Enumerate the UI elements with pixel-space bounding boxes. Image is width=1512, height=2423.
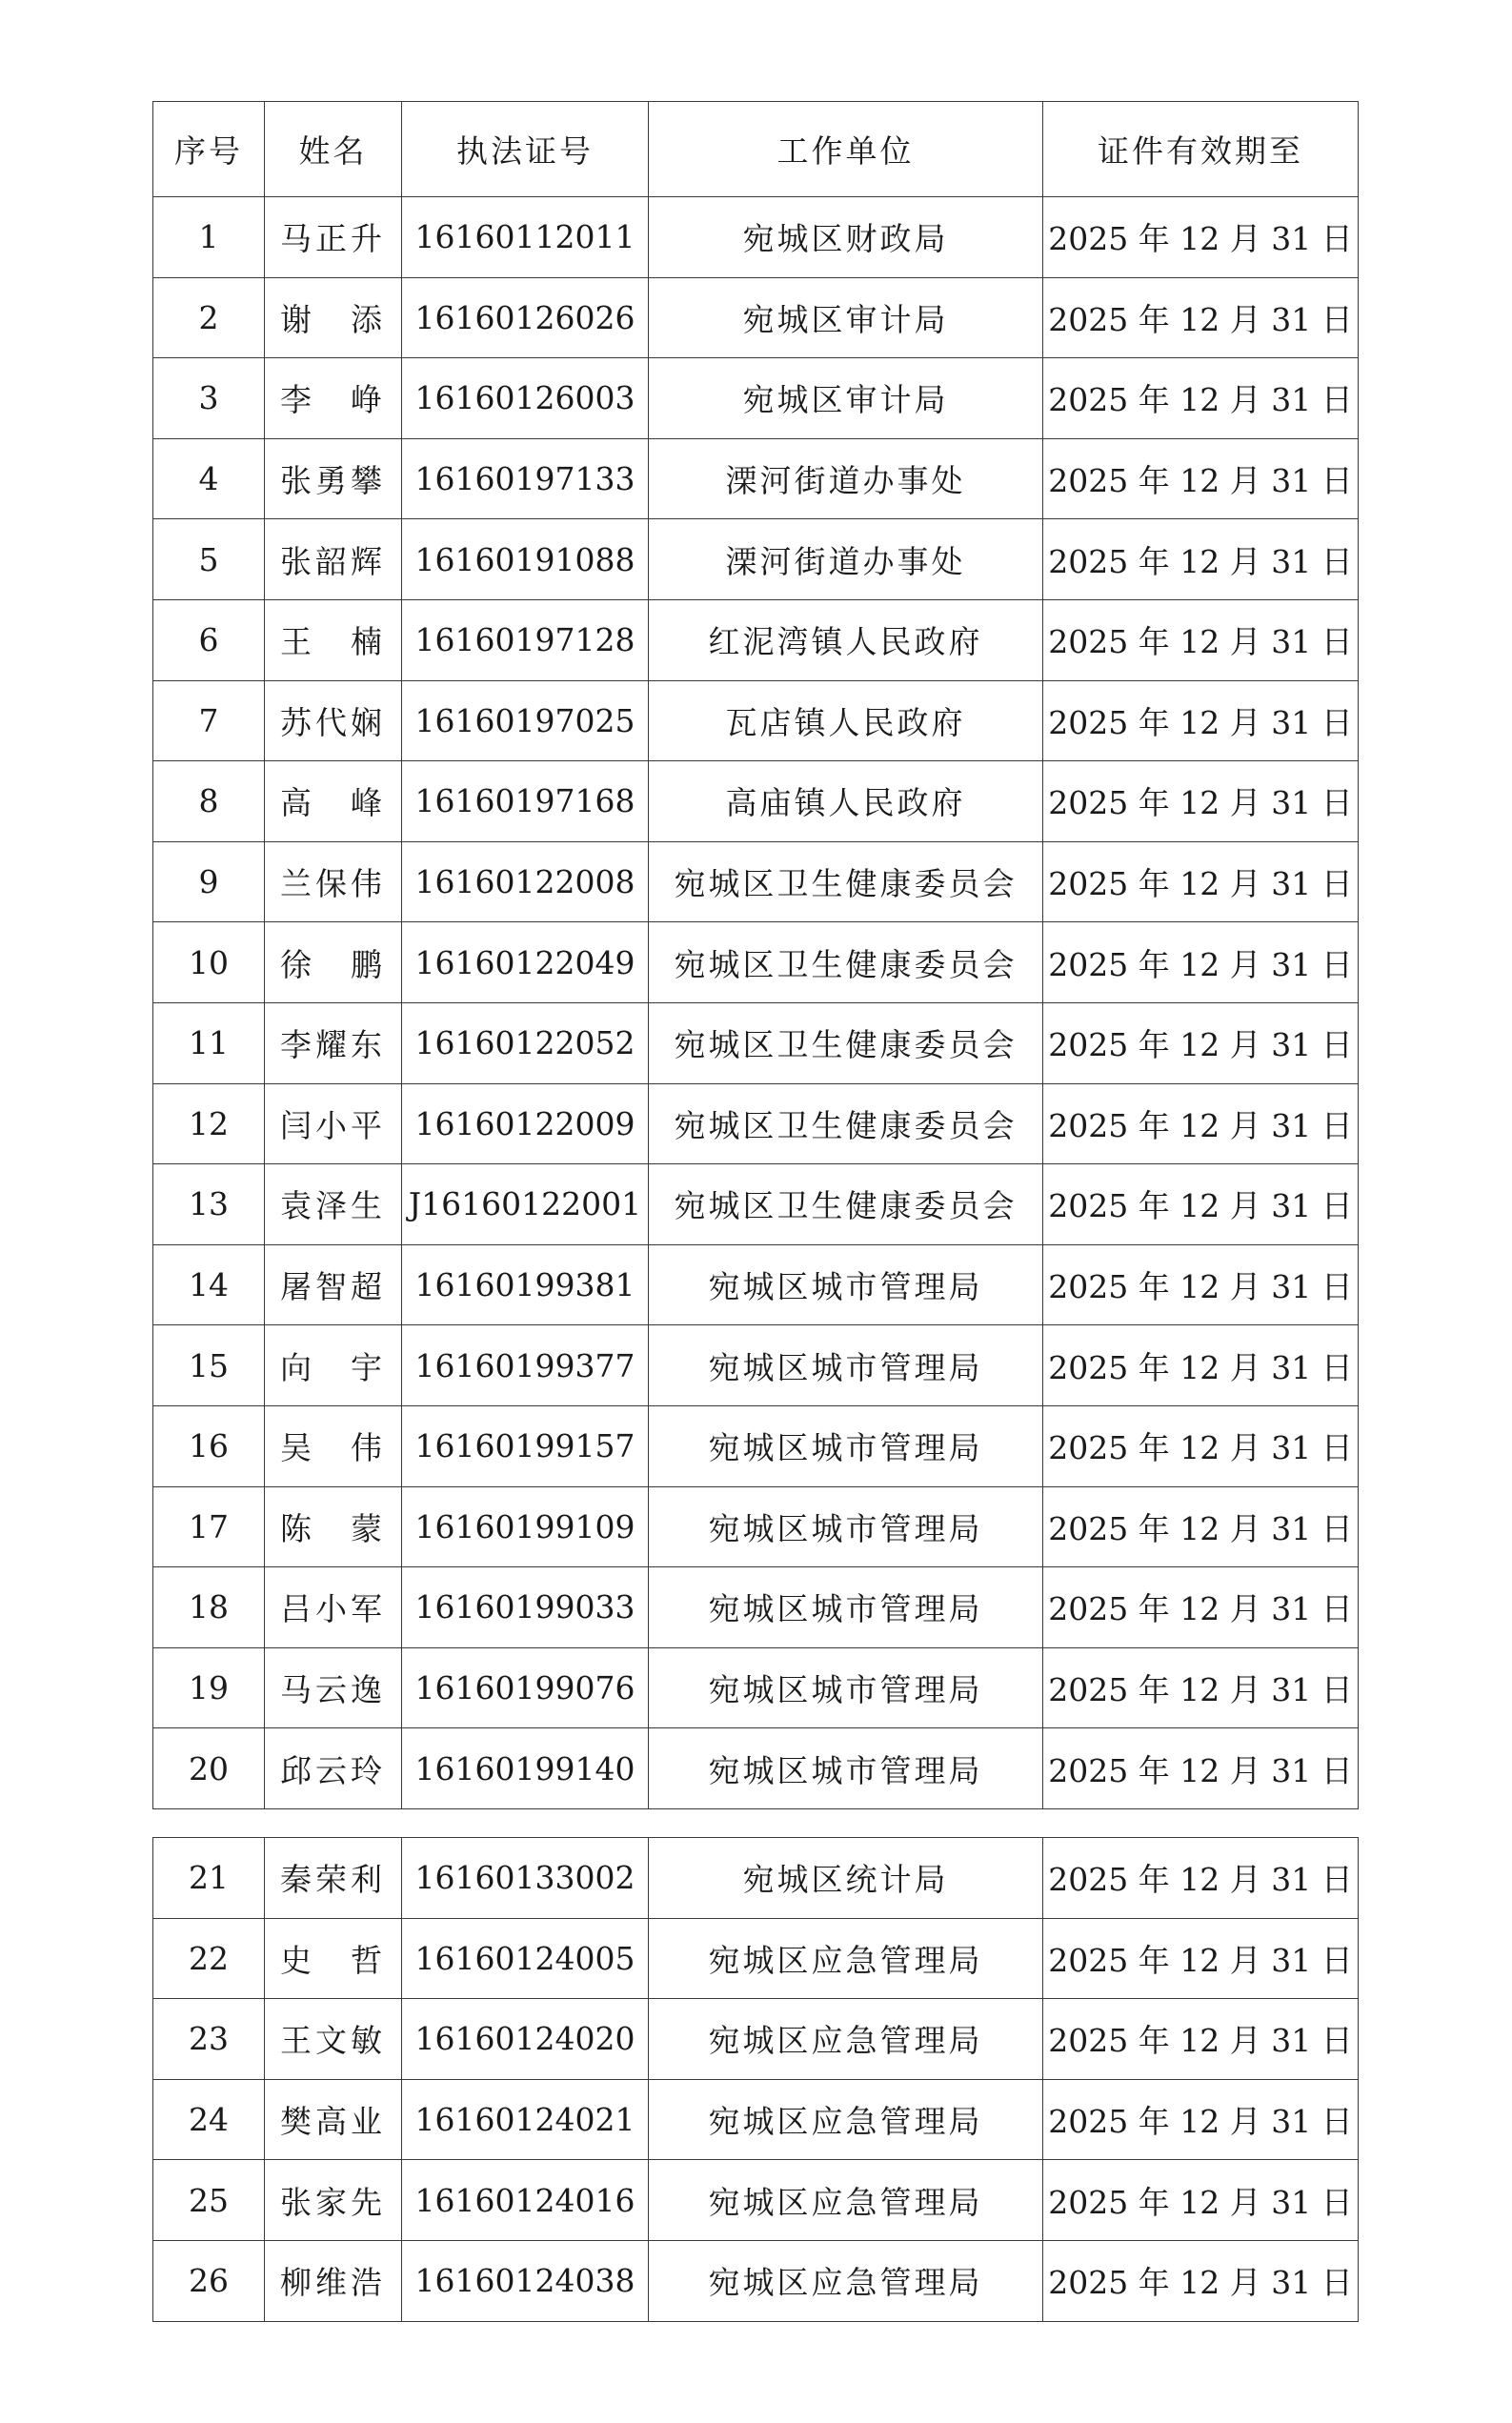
cell-name: 向 宇	[265, 1325, 402, 1406]
cell-valid-until: 2025 年 12 月 31 日	[1043, 1486, 1359, 1567]
cell-work-unit: 宛城区卫生健康委员会	[649, 841, 1043, 922]
cell-name: 徐 鹏	[265, 922, 402, 1003]
cell-name: 王文敏	[265, 1999, 402, 2080]
cell-certificate-number: 16160199076	[402, 1647, 649, 1728]
cell-certificate-number: 16160197025	[402, 680, 649, 761]
cell-serial-number: 3	[153, 358, 265, 439]
table-row	[153, 1486, 1359, 1567]
cell-serial-number: 1	[153, 197, 265, 278]
header-work-unit: 工作单位	[649, 102, 1043, 197]
table-row	[153, 1083, 1359, 1164]
cell-work-unit: 宛城区城市管理局	[649, 1405, 1043, 1486]
cell-work-unit: 宛城区卫生健康委员会	[649, 1164, 1043, 1245]
cell-name: 吕小军	[265, 1567, 402, 1648]
cell-name: 柳维浩	[265, 2240, 402, 2321]
cell-valid-until: 2025 年 12 月 31 日	[1043, 841, 1359, 922]
table-row	[153, 1999, 1359, 2080]
cell-certificate-number: 16160199033	[402, 1567, 649, 1648]
cell-certificate-number: 16160199381	[402, 1244, 649, 1325]
cell-certificate-number: 16160124016	[402, 2160, 649, 2241]
cell-valid-until: 2025 年 12 月 31 日	[1043, 1647, 1359, 1728]
table-row	[153, 438, 1359, 519]
table-row	[153, 1164, 1359, 1245]
cell-serial-number: 24	[153, 2079, 265, 2160]
cell-valid-until: 2025 年 12 月 31 日	[1043, 2240, 1359, 2321]
table-row	[153, 922, 1359, 1003]
cell-name: 屠智超	[265, 1244, 402, 1325]
cell-name: 谢 添	[265, 277, 402, 358]
cell-valid-until: 2025 年 12 月 31 日	[1043, 197, 1359, 278]
cell-serial-number: 17	[153, 1486, 265, 1567]
cell-name: 马正升	[265, 197, 402, 278]
table-row	[153, 1838, 1359, 1919]
cell-work-unit: 溧河街道办事处	[649, 519, 1043, 600]
table-header-row	[153, 102, 1359, 197]
cell-serial-number: 8	[153, 761, 265, 842]
cell-work-unit: 宛城区审计局	[649, 277, 1043, 358]
cell-certificate-number: 16160124021	[402, 2079, 649, 2160]
cell-certificate-number: 16160122052	[402, 1002, 649, 1083]
cell-work-unit: 宛城区城市管理局	[649, 1486, 1043, 1567]
cell-valid-until: 2025 年 12 月 31 日	[1043, 1918, 1359, 1999]
table-row	[153, 1647, 1359, 1728]
cell-name: 李耀东	[265, 1002, 402, 1083]
table-row	[153, 2240, 1359, 2321]
cell-certificate-number: 16160122008	[402, 841, 649, 922]
cell-certificate-number: 16160199157	[402, 1405, 649, 1486]
cell-serial-number: 15	[153, 1325, 265, 1406]
cell-serial-number: 4	[153, 438, 265, 519]
cell-certificate-number: 16160122009	[402, 1083, 649, 1164]
personnel-table	[152, 101, 1359, 1809]
personnel-table-continued	[152, 1837, 1359, 2322]
cell-valid-until: 2025 年 12 月 31 日	[1043, 922, 1359, 1003]
table-row	[153, 841, 1359, 922]
cell-certificate-number: 16160112011	[402, 197, 649, 278]
table-row	[153, 680, 1359, 761]
cell-name: 张家先	[265, 2160, 402, 2241]
table-row	[153, 1918, 1359, 1999]
cell-serial-number: 22	[153, 1918, 265, 1999]
cell-certificate-number: 16160197168	[402, 761, 649, 842]
cell-valid-until: 2025 年 12 月 31 日	[1043, 761, 1359, 842]
cell-serial-number: 20	[153, 1728, 265, 1809]
cell-name: 王 楠	[265, 599, 402, 680]
cell-serial-number: 26	[153, 2240, 265, 2321]
cell-certificate-number: J16160122001	[402, 1164, 649, 1245]
cell-serial-number: 16	[153, 1405, 265, 1486]
cell-valid-until: 2025 年 12 月 31 日	[1043, 599, 1359, 680]
cell-valid-until: 2025 年 12 月 31 日	[1043, 1728, 1359, 1809]
table-row	[153, 1002, 1359, 1083]
cell-work-unit: 宛城区城市管理局	[649, 1647, 1043, 1728]
cell-certificate-number: 16160124038	[402, 2240, 649, 2321]
cell-certificate-number: 16160124005	[402, 1918, 649, 1999]
cell-name: 樊高业	[265, 2079, 402, 2160]
cell-name: 邱云玲	[265, 1728, 402, 1809]
cell-serial-number: 7	[153, 680, 265, 761]
cell-valid-until: 2025 年 12 月 31 日	[1043, 2079, 1359, 2160]
table-row	[153, 2079, 1359, 2160]
table-row	[153, 1728, 1359, 1809]
cell-serial-number: 21	[153, 1838, 265, 1919]
cell-work-unit: 宛城区审计局	[649, 358, 1043, 439]
cell-valid-until: 2025 年 12 月 31 日	[1043, 1405, 1359, 1486]
table-body-continued	[153, 1838, 1359, 2322]
cell-serial-number: 10	[153, 922, 265, 1003]
cell-name: 秦荣利	[265, 1838, 402, 1919]
cell-work-unit: 宛城区卫生健康委员会	[649, 922, 1043, 1003]
cell-valid-until: 2025 年 12 月 31 日	[1043, 1244, 1359, 1325]
cell-serial-number: 12	[153, 1083, 265, 1164]
table-body	[153, 197, 1359, 1809]
cell-serial-number: 19	[153, 1647, 265, 1728]
cell-name: 闫小平	[265, 1083, 402, 1164]
cell-name: 李 峥	[265, 358, 402, 439]
table-row	[153, 519, 1359, 600]
cell-work-unit: 宛城区应急管理局	[649, 2160, 1043, 2241]
cell-name: 兰保伟	[265, 841, 402, 922]
header-name: 姓名	[265, 102, 402, 197]
cell-work-unit: 宛城区卫生健康委员会	[649, 1002, 1043, 1083]
table-row	[153, 599, 1359, 680]
cell-serial-number: 25	[153, 2160, 265, 2241]
cell-work-unit: 宛城区应急管理局	[649, 1918, 1043, 1999]
cell-work-unit: 宛城区财政局	[649, 197, 1043, 278]
cell-name: 袁泽生	[265, 1164, 402, 1245]
cell-certificate-number: 16160126026	[402, 277, 649, 358]
cell-valid-until: 2025 年 12 月 31 日	[1043, 2160, 1359, 2241]
cell-serial-number: 5	[153, 519, 265, 600]
cell-work-unit: 宛城区城市管理局	[649, 1728, 1043, 1809]
cell-serial-number: 18	[153, 1567, 265, 1648]
cell-valid-until: 2025 年 12 月 31 日	[1043, 680, 1359, 761]
cell-work-unit: 宛城区城市管理局	[649, 1567, 1043, 1648]
cell-work-unit: 宛城区统计局	[649, 1838, 1043, 1919]
cell-serial-number: 11	[153, 1002, 265, 1083]
cell-valid-until: 2025 年 12 月 31 日	[1043, 1838, 1359, 1919]
cell-certificate-number: 16160126003	[402, 358, 649, 439]
cell-work-unit: 宛城区应急管理局	[649, 2240, 1043, 2321]
cell-work-unit: 瓦店镇人民政府	[649, 680, 1043, 761]
cell-name: 张勇攀	[265, 438, 402, 519]
cell-serial-number: 23	[153, 1999, 265, 2080]
cell-valid-until: 2025 年 12 月 31 日	[1043, 1567, 1359, 1648]
cell-name: 史 哲	[265, 1918, 402, 1999]
cell-certificate-number: 16160197128	[402, 599, 649, 680]
cell-valid-until: 2025 年 12 月 31 日	[1043, 519, 1359, 600]
header-serial-number: 序号	[153, 102, 265, 197]
cell-certificate-number: 16160124020	[402, 1999, 649, 2080]
header-certificate-number: 执法证号	[402, 102, 649, 197]
cell-name: 张韶辉	[265, 519, 402, 600]
cell-valid-until: 2025 年 12 月 31 日	[1043, 1325, 1359, 1406]
cell-serial-number: 6	[153, 599, 265, 680]
table-row	[153, 358, 1359, 439]
cell-certificate-number: 16160199140	[402, 1728, 649, 1809]
table-row	[153, 1325, 1359, 1406]
cell-valid-until: 2025 年 12 月 31 日	[1043, 1999, 1359, 2080]
cell-valid-until: 2025 年 12 月 31 日	[1043, 358, 1359, 439]
cell-certificate-number: 16160199377	[402, 1325, 649, 1406]
cell-serial-number: 14	[153, 1244, 265, 1325]
table-row	[153, 1567, 1359, 1648]
header-valid-until: 证件有效期至	[1043, 102, 1359, 197]
table-row	[153, 1405, 1359, 1486]
cell-work-unit: 红泥湾镇人民政府	[649, 599, 1043, 680]
cell-work-unit: 宛城区卫生健康委员会	[649, 1083, 1043, 1164]
cell-name: 高 峰	[265, 761, 402, 842]
cell-work-unit: 宛城区应急管理局	[649, 2079, 1043, 2160]
cell-valid-until: 2025 年 12 月 31 日	[1043, 1083, 1359, 1164]
table-row	[153, 2160, 1359, 2241]
cell-work-unit: 宛城区城市管理局	[649, 1244, 1043, 1325]
cell-work-unit: 高庙镇人民政府	[649, 761, 1043, 842]
table-row	[153, 1244, 1359, 1325]
cell-work-unit: 溧河街道办事处	[649, 438, 1043, 519]
cell-valid-until: 2025 年 12 月 31 日	[1043, 1164, 1359, 1245]
cell-valid-until: 2025 年 12 月 31 日	[1043, 1002, 1359, 1083]
cell-work-unit: 宛城区应急管理局	[649, 1999, 1043, 2080]
cell-valid-until: 2025 年 12 月 31 日	[1043, 438, 1359, 519]
cell-valid-until: 2025 年 12 月 31 日	[1043, 277, 1359, 358]
cell-certificate-number: 16160122049	[402, 922, 649, 1003]
cell-name: 马云逸	[265, 1647, 402, 1728]
cell-serial-number: 9	[153, 841, 265, 922]
table-row	[153, 277, 1359, 358]
cell-certificate-number: 16160133002	[402, 1838, 649, 1919]
cell-certificate-number: 16160191088	[402, 519, 649, 600]
cell-name: 陈 蒙	[265, 1486, 402, 1567]
table-row	[153, 761, 1359, 842]
table-row	[153, 197, 1359, 278]
cell-certificate-number: 16160199109	[402, 1486, 649, 1567]
cell-name: 苏代娴	[265, 680, 402, 761]
cell-work-unit: 宛城区城市管理局	[649, 1325, 1043, 1406]
cell-certificate-number: 16160197133	[402, 438, 649, 519]
cell-name: 吴 伟	[265, 1405, 402, 1486]
cell-serial-number: 2	[153, 277, 265, 358]
cell-serial-number: 13	[153, 1164, 265, 1245]
